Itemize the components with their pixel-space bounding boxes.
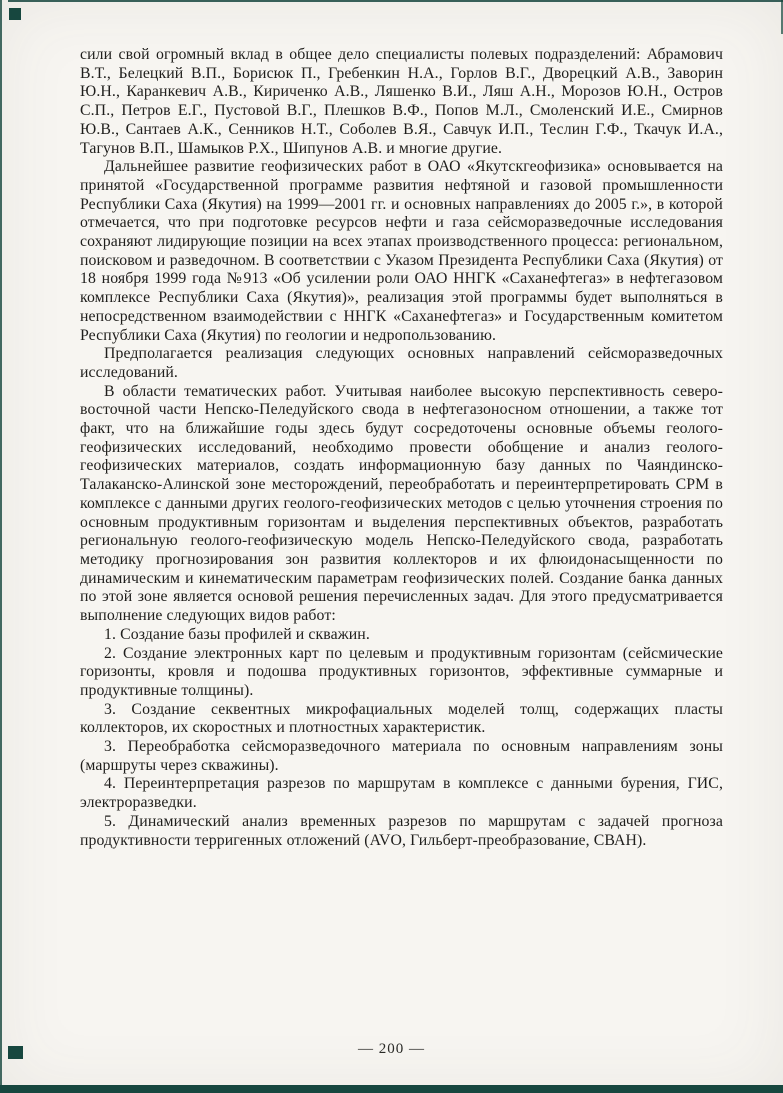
- paragraph-program-development: Дальнейшее развитие геофизических работ в ОАО «Якутскгеофизика» основывается на принятой «Государственной программе развития нефтяной и газовой промышленности Республики Саха (Якутия) на 1999—2001 гг. и основных направлениях до 2005 г.», в которой отмечается, что при подготовке ресурсов нефти и газа сейсморазведочные исследования сохраняют лидирующие позиции на всех этапах производственного процесса: региональном, поисковом и разведочном. В соответствии с Указом Президента Республики Саха (Якутия) от 18 ноября 1999 года №913 «Об усилении роли ОАО ННГК «Саханефтегаз» в нефтегазовом комплексе Республики Саха (Якутия)», реализация этой программы будет выполняться в непосредственном взаимодействии с ННГК «Саханефтегаз» и Государственным комитетом Республики Саха (Якутия) по геологии и недропользованию.: [80, 158, 723, 344]
- list-item-5: 5. Динамический анализ временных разрезов по маршрутам с задачей прогноза продуктивности терригенных отложений (AVO, Гильберт-преобразование, СВАН).: [80, 812, 723, 849]
- list-item-4: 4. Переинтерпретация разрезов по маршрутам в комплексе с данными бурения, ГИС, электроразведки.: [80, 775, 723, 812]
- scan-artifact-top-left: [9, 8, 21, 20]
- paragraph-directions-intro: Предполагается реализация следующих основных направлений сейсморазведочных исследований.: [80, 345, 723, 381]
- scan-artifact-bottom-edge: [0, 1085, 783, 1093]
- paragraph-thematic-works: В области тематических работ. Учитывая наиболее высокую перспективность северо-восточной части Непско-Пеледуйского свода в нефтегазоносном отношении, а также тот факт, что на ближайшие годы здесь будут сосредоточены основные объемы геолого-геофизических исследований, необходимо провести обобщение и анализ геолого-геофизических материалов, создать информационную базу данных по Чаяндинско-Талаканско-Алинской зоне месторождений, переобработать и переинтерпретировать СРМ в комплексе с данными других геолого-геофизических методов с целью уточнения строения по основным продуктивным горизонтам и выделения перспективных объектов, разработать региональную геолого-геофизическую модель Непско-Пеледуйского свода, разработать методику прогнозирования зон развития коллекторов и их флюидонасыщенности по динамическим и кинематическим параметрам геофизических полей. Создание банка данных по этой зоне является основой решения перечисленных задач. Для этого предусматривается выполнение следующих видов работ:: [80, 382, 723, 625]
- paragraph-continuation: сили свой огромный вклад в общее дело специалисты полевых подразделений: Абрамович В.Т., Белецкий В.П., Борисюк П., Гребенкин Н.А., Горлов В.Г., Дворецкий А.В., Заворин Ю.Н., Каранкевич А.В., Кириченко А.В., Ляшенко В.И., Ляш А.Н., Морозов Ю.Н., Остров С.П., Петров Е.Г., Пустовой В.Г., Плешков В.Ф., Попов М.Л., Смоленский И.Е., Смирнов Ю.В., Сантаев А.К., Сенников Н.Т., Соболев В.Я., Савчук И.П., Теслин Г.Ф., Ткачук И.А., Тагунов В.П., Шамыков Р.Х., Шипунов А.В. и многие другие.: [80, 46, 723, 157]
- list-item-3: 3. Создание секвентных микрофациальных моделей толщ, содержащих пласты коллекторов, их скоростных и плотностных характеристик.: [80, 700, 723, 737]
- scan-artifact-left-edge: [0, 0, 2, 1093]
- scan-artifact-top-edge: [8, 0, 783, 2]
- list-item-2: 2. Создание электронных карт по целевым и продуктивным горизонтам (сейсмические горизонты, кровля и подошва продуктивных горизонтов, эффективные суммарные и продуктивные толщины).: [80, 644, 723, 699]
- page-number: — 200 —: [358, 1041, 425, 1057]
- list-item-1: 1. Создание базы профилей и скважин.: [104, 625, 370, 643]
- page-content: [80, 46, 723, 850]
- list-item-3b: 3. Переобработка сейсморазведочного материала по основным направлениям зоны (маршруты через скважины).: [80, 738, 723, 774]
